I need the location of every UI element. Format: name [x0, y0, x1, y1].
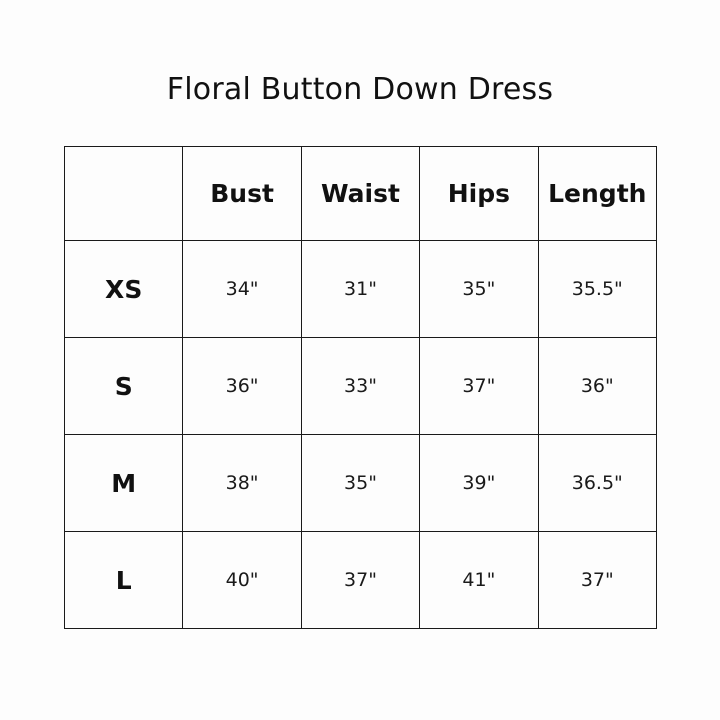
size-label: M: [65, 435, 183, 532]
table-row: [65, 435, 657, 532]
hips-value: 39": [420, 435, 538, 532]
length-value: 35.5": [538, 241, 656, 338]
bust-value: 40": [183, 532, 301, 629]
length-value: 37": [538, 532, 656, 629]
waist-value: 31": [301, 241, 419, 338]
table-row: [65, 532, 657, 629]
size-label: XS: [65, 241, 183, 338]
header-waist: Waist: [301, 147, 419, 241]
header-length: Length: [538, 147, 656, 241]
size-label: L: [65, 532, 183, 629]
header-corner-cell: [65, 147, 183, 241]
waist-value: 33": [301, 338, 419, 435]
bust-value: 36": [183, 338, 301, 435]
length-value: 36": [538, 338, 656, 435]
table-row: [65, 241, 657, 338]
table-row: [65, 338, 657, 435]
bust-value: 34": [183, 241, 301, 338]
waist-value: 35": [301, 435, 419, 532]
hips-value: 41": [420, 532, 538, 629]
header-hips: Hips: [420, 147, 538, 241]
header-row: [65, 147, 657, 241]
size-label: S: [65, 338, 183, 435]
hips-value: 37": [420, 338, 538, 435]
waist-value: 37": [301, 532, 419, 629]
hips-value: 35": [420, 241, 538, 338]
page-title: Floral Button Down Dress: [166, 72, 554, 107]
header-bust: Bust: [183, 147, 301, 241]
bust-value: 38": [183, 435, 301, 532]
size-chart-table: [64, 146, 657, 629]
length-value: 36.5": [538, 435, 656, 532]
